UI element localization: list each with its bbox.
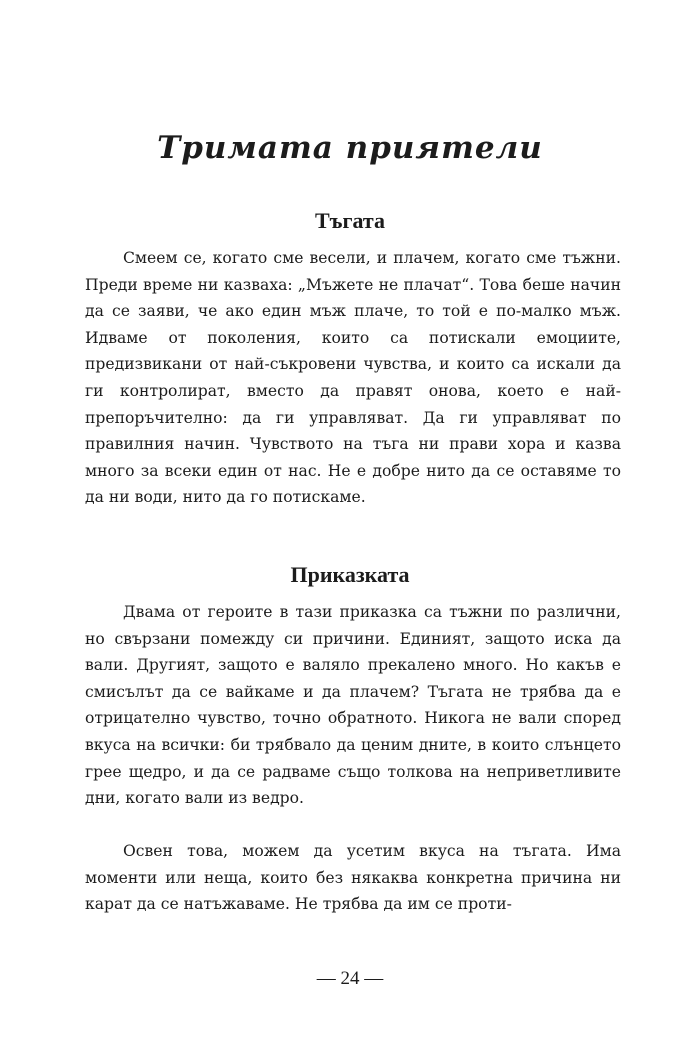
body-paragraph: Смеем се, когато сме весели, и плачем, когато сме тъжни. Преди време ни казваха: „Мъжете не плачат“. Това беше начин да се заяви, че ако един мъж плаче, то той е по-малко мъж. Идваме от поколения, които са потискали емоциите, предизвикани от най-съкровени чувства, и които са искали да ги контролират, вместо да правят онова, което е най-препоръчително: да ги управляват. Да ги управляват по правилния начин. Чувството на тъга ни прави хора и казва много за всеки един от нас. Не е добре нито да се оставяме то да ни води, нито да го потискаме. — [85, 249, 621, 507]
page-number: — 24 — — [316, 968, 384, 989]
section-heading-tale: Приказката — [290, 562, 410, 587]
section-heading-sadness: Тъгата — [315, 208, 385, 233]
body-paragraph: Двама от героите в тази приказка са тъжни по различни, но свързани помежду си причини. Единият, защото иска да вали. Другият, защото е валяло прекалено много. Но какъв е смисълът да се вайкаме и да плачем? Тъгата не трябва да е отрицателно чувство, точно обратното. Никога не вали според вкуса на всички: би трябвало да ценим дните, в които слънцето грее щедро, и да се радваме също толкова на неприветливите дни, когато вали из ведро. — [85, 603, 621, 808]
body-paragraph: Освен това, можем да усетим вкуса на тъгата. Има моменти или неща, които без някаква конкретна причина ни карат да се натъжаваме. Не трябва да им се проти- — [85, 842, 621, 914]
chapter-title: Тримата приятели — [157, 130, 543, 166]
